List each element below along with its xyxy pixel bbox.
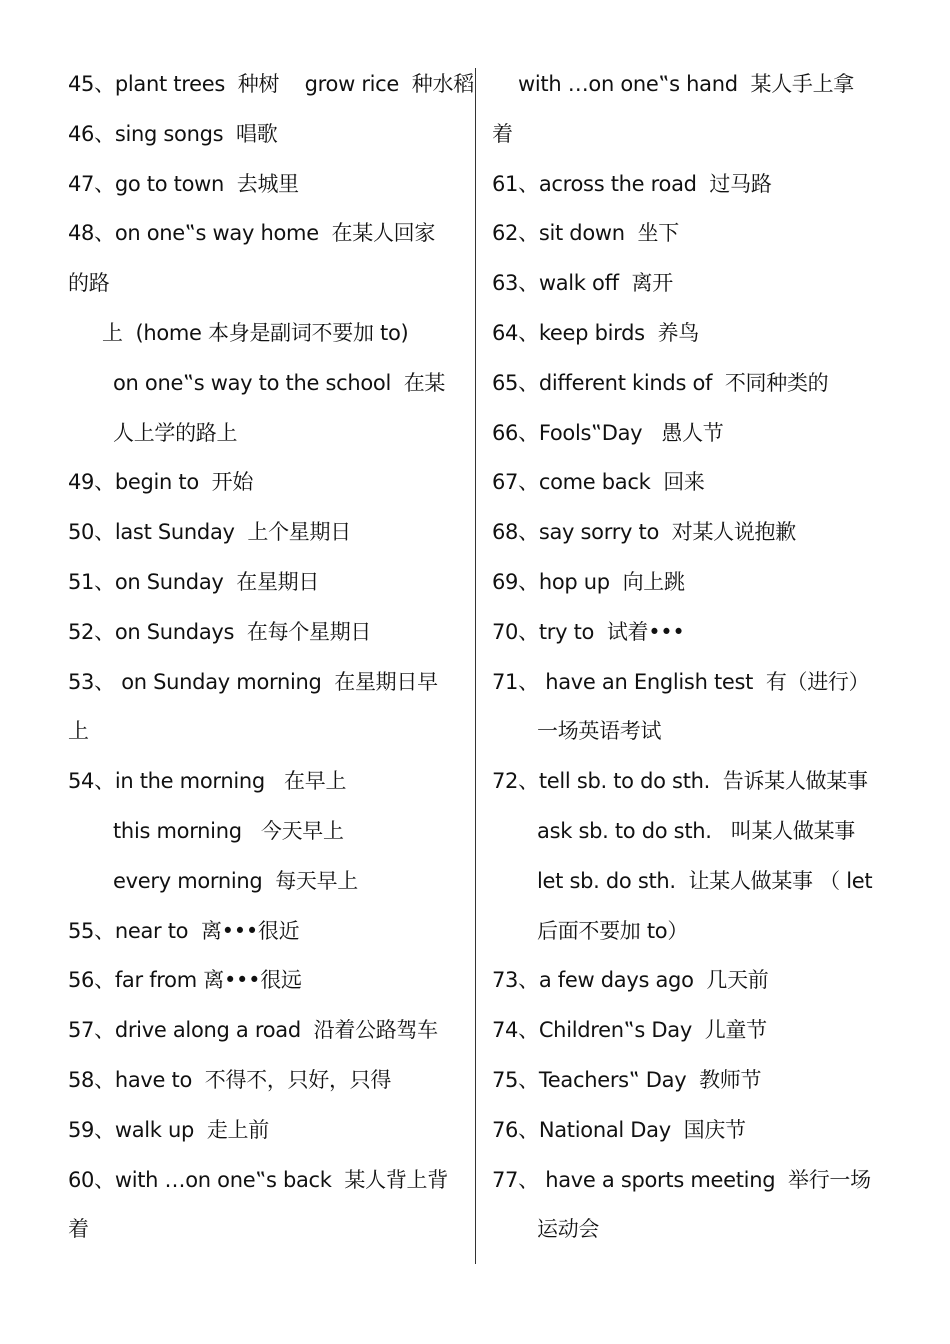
vocab-line: 57、drive along a road 沿着公路驾车 (68, 1018, 438, 1043)
vocab-line: 68、say sorry to 对某人说抱歉 (492, 520, 796, 545)
vocab-line: 一场英语考试 (537, 719, 662, 744)
vocab-line: 71、 have an English test 有（进行） (492, 669, 870, 694)
vocab-line: 后面不要加 to） (537, 918, 689, 943)
vocab-line: 58、have to 不得不，只好，只得 (68, 1067, 392, 1092)
vocab-line: ask sb. to do sth. 叫某人做某事 (537, 818, 855, 843)
vocab-line: 60、with …on one‟s back 某人背上背 (68, 1167, 448, 1192)
vocab-line: 的路 (68, 271, 110, 296)
vocab-line: 51、on Sunday 在星期日 (68, 569, 320, 594)
vocab-line: 73、a few days ago 几天前 (492, 968, 769, 993)
vocab-line: on one‟s way to the school 在某 (113, 370, 446, 395)
vocab-line: 48、on one‟s way home 在某人回家 (68, 221, 436, 246)
vocab-line: 53、 on Sunday morning 在星期日早 (68, 669, 438, 694)
vocab-line: 69、hop up 向上跳 (492, 569, 685, 594)
vocab-line: 72、tell sb. to do sth. 告诉某人做某事 (492, 769, 868, 794)
vocab-line: 上 (home 本身是副词不要加 to) (102, 320, 409, 345)
column-divider (475, 68, 476, 1264)
vocab-line: 上 (68, 719, 89, 744)
vocab-line: 着 (68, 1217, 89, 1242)
vocab-line: 59、walk up 走上前 (68, 1117, 269, 1142)
vocab-line: with …on one‟s hand 某人手上拿 (518, 72, 855, 96)
right-column (492, 60, 892, 1255)
vocab-line: 61、across the road 过马路 (492, 171, 772, 196)
vocab-line: let sb. do sth. 让某人做某事 （ let (537, 868, 873, 893)
vocab-line: 67、come back 回来 (492, 470, 705, 495)
vocab-line: 47、go to town 去城里 (68, 171, 299, 196)
vocab-line: 着 (492, 121, 513, 146)
vocab-line: 62、sit down 坐下 (492, 221, 679, 246)
vocab-line: 64、keep birds 养鸟 (492, 320, 699, 345)
vocab-line: 66、Fools‟Day 愚人节 (492, 420, 724, 445)
vocab-line: 74、Children‟s Day 儿童节 (492, 1018, 767, 1043)
vocab-line: 65、different kinds of 不同种类的 (492, 370, 829, 395)
vocab-line: 75、Teachers‟ Day 教师节 (492, 1067, 762, 1092)
vocab-line: 人上学的路上 (113, 420, 238, 445)
vocab-line: 56、far from 离•••很远 (68, 968, 302, 993)
vocab-line: 76、National Day 国庆节 (492, 1117, 746, 1142)
vocab-line: 49、begin to 开始 (68, 470, 254, 495)
left-column (68, 60, 474, 1255)
vocab-line: every morning 每天早上 (113, 868, 359, 893)
vocab-line: 46、sing songs 唱歌 (68, 121, 278, 146)
vocab-line: 45、plant trees 种树 grow rice 种水稻 (68, 72, 474, 96)
vocab-line: 运动会 (537, 1217, 600, 1242)
vocab-line: 77、 have a sports meeting 举行一场 (492, 1167, 871, 1192)
vocab-line: 70、try to 试着••• (492, 619, 685, 644)
vocab-line: 54、in the morning 在早上 (68, 769, 347, 794)
vocab-line: this morning 今天早上 (113, 818, 344, 843)
vocab-line: 50、last Sunday 上个星期日 (68, 520, 351, 545)
vocab-line: 55、near to 离•••很近 (68, 918, 300, 943)
vocab-line: 63、walk off 离开 (492, 271, 673, 296)
vocab-line: 52、on Sundays 在每个星期日 (68, 619, 372, 644)
